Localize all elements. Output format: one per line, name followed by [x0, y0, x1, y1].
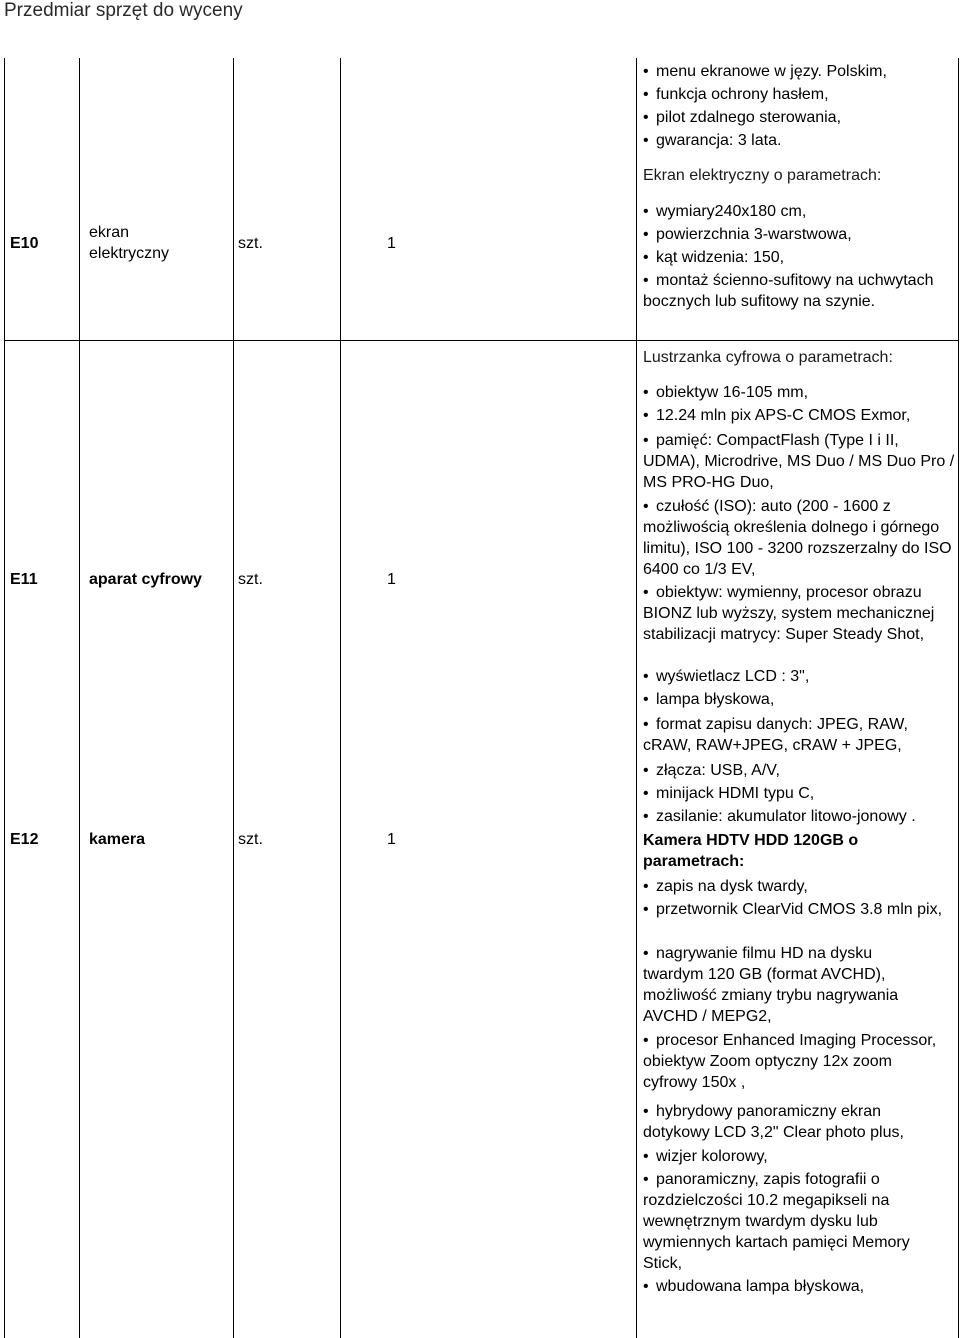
row-qty: 1 — [387, 831, 396, 848]
row-unit: szt. — [238, 571, 263, 588]
list-item: • gwarancja: 3 lata. — [643, 132, 782, 149]
description-block — [643, 201, 958, 312]
list-item: • wbudowana lampa błyskowa, — [643, 1278, 865, 1295]
section-heading: Kamera HDTV HDD 120GB o parametrach: — [643, 832, 859, 870]
list-item: • format zapisu danych: JPEG, RAW, cRAW, RAW+JPEG, cRAW + JPEG, — [643, 716, 908, 754]
row-qty: 1 — [387, 571, 396, 588]
description-block — [643, 382, 958, 829]
description-block — [643, 876, 958, 1299]
list-item: • czułość (ISO): auto (200 - 1600 z możliwością określenia dolnego i górnego limitu), ISO 100 - 3200 rozszerzalny do ISO 6400 co 1/3 EV, — [643, 498, 952, 578]
column-divider — [340, 58, 341, 1338]
list-item: • obiektyw 16-105 mm, — [643, 384, 809, 401]
row-code: E11 — [10, 571, 38, 588]
list-item: • wymiary240x180 cm, — [643, 203, 807, 220]
bullet-list — [643, 876, 958, 1299]
list-item: • procesor Enhanced Imaging Processor, obiektyw Zoom optyczny 12x zoom cyfrowy 150x , — [643, 1032, 937, 1091]
section-heading: Lustrzanka cyfrowa o parametrach: — [643, 349, 893, 366]
row-divider — [4, 340, 958, 341]
table-border-right — [958, 58, 959, 1338]
list-item: • pilot zdalnego sterowania, — [643, 109, 842, 126]
row-code: E10 — [10, 235, 39, 252]
list-item: • obiektyw: wymienny, procesor obrazu BIONZ lub wyższy, system mechanicznej stabilizacji matrycy: Super Steady Shot, — [643, 584, 935, 643]
list-item: • menu ekranowe w języ. Polskim, — [643, 63, 887, 80]
list-item: • wyświetlacz LCD : 3", — [643, 668, 810, 685]
list-item: • zapis na dysk twardy, — [643, 878, 808, 895]
row-name: kamera — [89, 831, 146, 848]
list-item: • hybrydowy panoramiczny ekran dotykowy LCD 3,2" Clear photo plus, — [643, 1103, 904, 1141]
row-qty: 1 — [387, 235, 396, 252]
page-title: Przedmiar sprzęt do wyceny — [4, 0, 243, 21]
list-item: • złącza: USB, A/V, — [643, 762, 780, 779]
list-item: • zasilanie: akumulator litowo-jonowy . — [643, 808, 916, 825]
list-item: • funkcja ochrony hasłem, — [643, 86, 829, 103]
list-item: • przetwornik ClearVid CMOS 3.8 mln pix, — [643, 901, 943, 918]
row-name: aparat cyfrowy — [89, 571, 202, 588]
list-item: • minijack HDMI typu C, — [643, 785, 815, 802]
list-item: • pamięć: CompactFlash (Type I i II, UDMA), Microdrive, MS Duo / MS Duo Pro / MS PRO-HG Duo, — [643, 432, 955, 491]
list-item: • nagrywanie filmu HD na dysku twardym 120 GB (format AVCHD), możliwość zmiany trybu nagrywania AVCHD / MEPG2, — [643, 945, 899, 1025]
list-item: • lampa błyskowa, — [643, 691, 775, 708]
row-code: E12 — [10, 831, 39, 848]
bullet-list — [643, 201, 958, 312]
bullet-list — [643, 382, 958, 829]
list-item: • montaż ścienno-sufitowy na uchwytach bocznych lub sufitowy na szynie. — [643, 272, 934, 310]
list-item: • 12.24 mln pix APS-C CMOS Exmor, — [643, 407, 911, 424]
bullet-list — [643, 61, 958, 153]
list-item: • kąt widzenia: 150, — [643, 249, 785, 266]
description-block — [643, 61, 958, 153]
section-heading: Ekran elektryczny o parametrach: — [643, 167, 882, 184]
column-divider — [636, 58, 637, 1338]
column-divider — [233, 58, 234, 1338]
list-item: • wizjer kolorowy, — [643, 1148, 768, 1165]
row-unit: szt. — [238, 235, 263, 252]
column-divider — [79, 58, 80, 1338]
list-item: • powierzchnia 3-warstwowa, — [643, 226, 852, 243]
table-border-left — [4, 58, 5, 1338]
row-name: ekran elektryczny — [89, 224, 170, 262]
list-item: • panoramiczny, zapis fotografii o rozdzielczości 10.2 megapikseli na wewnętrznym twardym dysku lub wymiennych kartach pamięci Memory Stick, — [643, 1171, 910, 1272]
row-unit: szt. — [238, 831, 263, 848]
